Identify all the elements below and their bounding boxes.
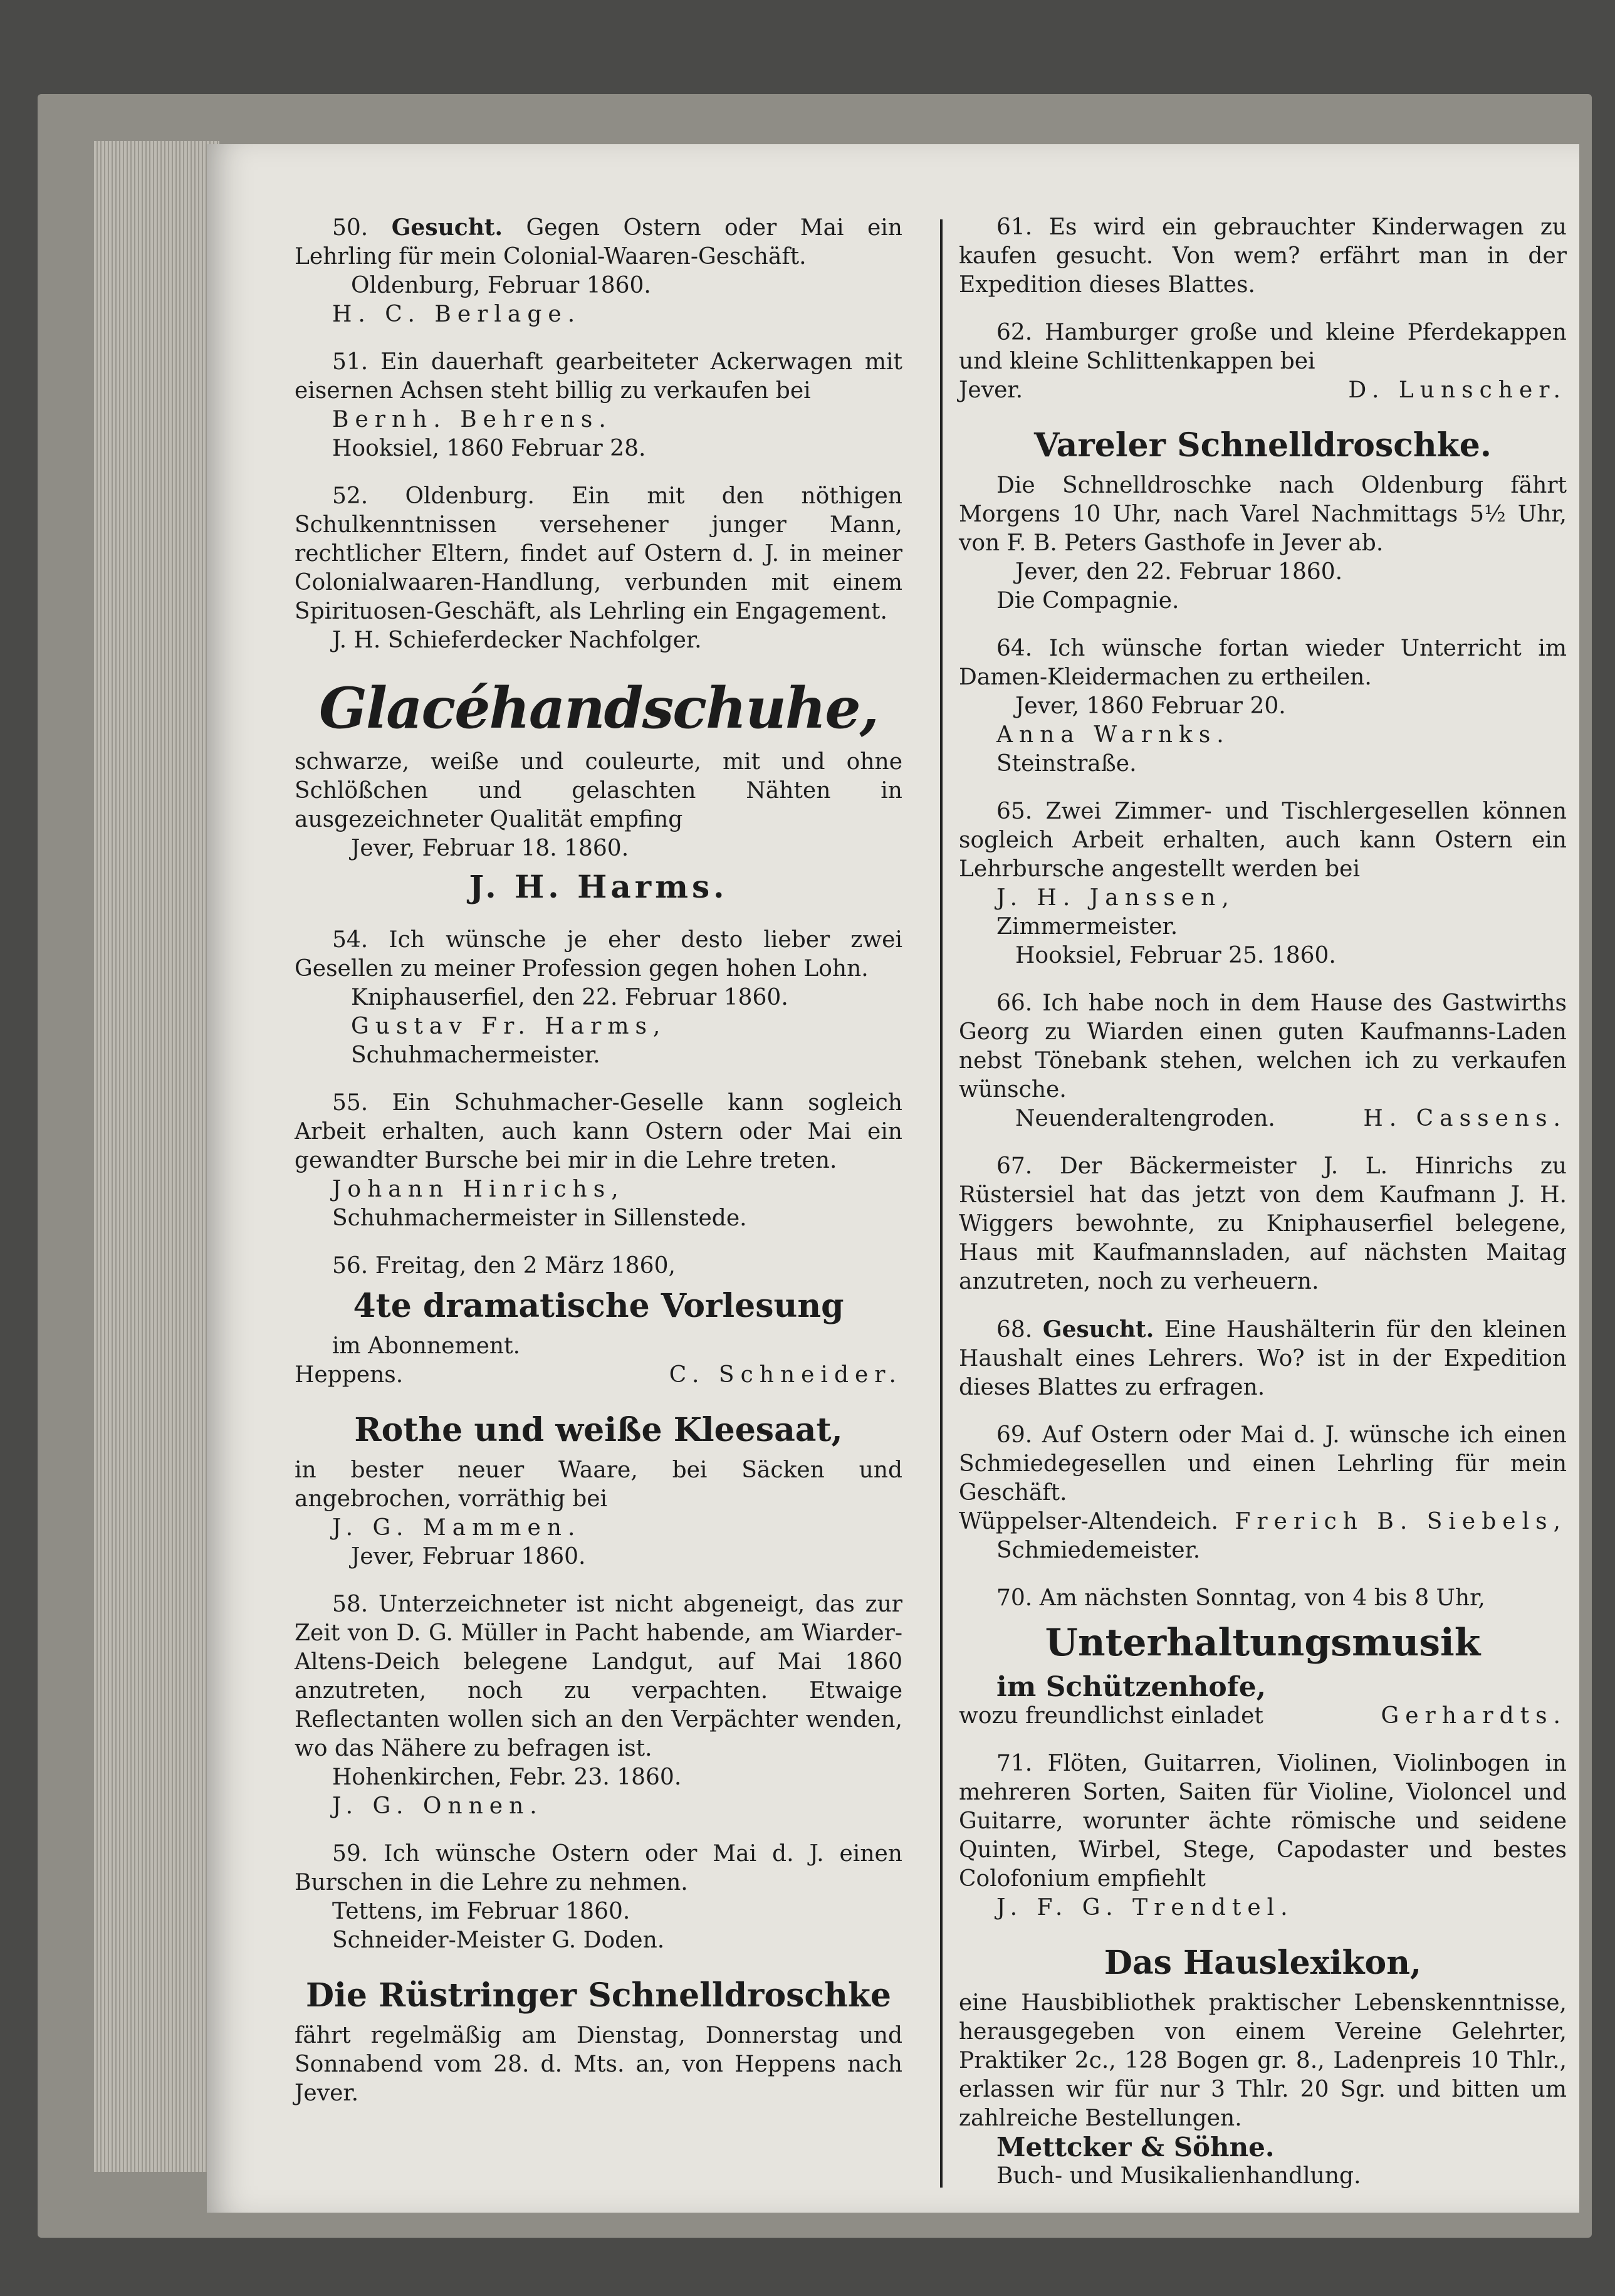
ad-text: Es wird ein gebrauchter Kinderwagen zu kaufen gesucht. Von wem? erfährt man in der Expedition dieses Blattes. (959, 214, 1567, 298)
ad-signature: H. Cassens. (1363, 1106, 1567, 1131)
left-column (295, 213, 902, 2127)
ad-signature: D. Lunscher. (1348, 377, 1567, 403)
ad-64 (959, 634, 1567, 778)
ad-57 (295, 1408, 902, 1571)
ad-70 (959, 1584, 1567, 1731)
ad-subtitle: im Abonnement. (332, 1333, 521, 1359)
ad-number: 62. (996, 320, 1033, 345)
ad-number: 52. (332, 483, 368, 509)
ad-signature: H. C. Berlage. (332, 301, 582, 327)
ad-text: Gegen Ostern oder Mai ein Lehrling für mein Colonial-Waaren-Geschäft. (295, 215, 902, 270)
ad-number: 64. (996, 636, 1033, 661)
ad-number: 71. (996, 1751, 1033, 1776)
ad-number: 56. (332, 1253, 368, 1279)
ad-signature: J. G. Mammen. (332, 1515, 582, 1541)
ad-signature: Bernh. Behrens. (332, 407, 612, 432)
ad-title: Unterhaltungsmusik (1045, 1621, 1481, 1665)
ad-place: Jever, Februar 1860. (351, 1544, 586, 1570)
ad-invitation: wozu freundlichst einladet (959, 1703, 1263, 1729)
ad-60 (295, 1974, 902, 2108)
ad-text: Ich wünsche Ostern oder Mai d. J. einen Burschen in die Lehre zu nehmen. (295, 1841, 902, 1895)
ad-title: Vareler Schnelldroschke. (1034, 426, 1492, 464)
ad-50 (295, 213, 902, 329)
ad-title: 4te dramatische Vorlesung (353, 1287, 844, 1325)
ad-title: Rothe und weiße Kleesaat, (354, 1411, 843, 1449)
ad-signature-title: Steinstraße. (996, 751, 1137, 777)
ad-66 (959, 989, 1567, 1133)
ad-71 (959, 1749, 1567, 1922)
ad-number: 67. (996, 1153, 1033, 1179)
ad-place: Oldenburg, Februar 1860. (351, 273, 651, 298)
ad-place: Jever, Februar 18. 1860. (351, 836, 629, 861)
ad-text: Ein dauerhaft gearbeiteter Ackerwagen mit eisernen Achsen steht billig zu verkaufen bei (295, 349, 902, 404)
ad-signature: J. H. Janssen, (996, 885, 1235, 911)
ad-place: Hooksiel, Februar 25. 1860. (1015, 943, 1336, 968)
ad-72 (959, 1941, 1567, 2191)
ad-65 (959, 797, 1567, 970)
ad-place: Wüppelser-Altendeich. (959, 1509, 1218, 1534)
ad-heading: Gesucht. (1042, 1316, 1154, 1343)
ad-signature-title: Schuhmachermeister in Sillenstede. (332, 1205, 747, 1231)
ad-signature-title: Schuhmachermeister. (351, 1042, 600, 1068)
ad-68 (959, 1315, 1567, 1402)
ad-place: Jever, 1860 Februar 20. (1015, 693, 1286, 719)
ad-title: Glacéhandschuhe, (319, 675, 878, 742)
ad-text: Oldenburg. Ein mit den nöthigen Schulkenntnissen versehener junger Mann, rechtlicher Eltern, findet auf Ostern d. J. in meiner Colonialwaaren-Handlung, verbunden mit einem Spirituosen-Geschäft, als Lehrling ein Engagement. (295, 483, 902, 624)
ad-place: Kniphauserfiel, den 22. Februar 1860. (351, 985, 788, 1010)
ad-52 (295, 482, 902, 655)
ad-heading: Gesucht. (391, 214, 503, 241)
ad-number: 70. (996, 1585, 1033, 1611)
ad-number: 51. (332, 349, 368, 375)
ad-signature: Johann Hinrichs, (332, 1177, 625, 1202)
ad-text: Freitag, den 2 März 1860, (375, 1253, 676, 1279)
ad-text: Hamburger große und kleine Pferdekappen und kleine Schlittenkappen bei (959, 320, 1567, 374)
ad-text: Ein Schuhmacher-Geselle kann sogleich Arbeit erhalten, auch kann Ostern oder Mai ein gewandter Bursche bei mir in die Lehre treten. (295, 1090, 902, 1173)
ad-signature: J. G. Onnen. (332, 1793, 543, 1819)
ad-number: 66. (996, 990, 1033, 1016)
ad-53 (295, 674, 902, 907)
ad-signature: Die Compagnie. (996, 588, 1179, 614)
ad-number: 68. (996, 1317, 1033, 1343)
ad-place: Jever. (959, 377, 1023, 403)
ad-62 (959, 318, 1567, 405)
ad-61 (959, 213, 1567, 300)
ad-text: Der Bäckermeister J. L. Hinrichs zu Rüstersiel hat das jetzt von dem Kaufmann J. H. Wiggers bewohnte, zu Kniphauserfiel belegene, Haus mit Kaufmannsladen, auf nächsten Maitag anzutreten, noch zu verheuern. (959, 1153, 1567, 1294)
ad-signature: J. H. Harms. (469, 868, 728, 905)
ad-place: Neuenderaltengroden. (1015, 1106, 1275, 1131)
ad-69 (959, 1421, 1567, 1565)
ad-text: fährt regelmäßig am Dienstag, Donnerstag und Sonnabend vom 28. d. Mts. an, von Heppens nach Jever. (295, 2023, 902, 2106)
ad-text: Flöten, Guitarren, Violinen, Violinbogen in mehreren Sorten, Saiten für Violine, Violoncel und Guitarre, worunter ächte römische und seidene Quinten, Wirbel, Stege, Capodaster und bestes Colofonium empfiehlt (959, 1751, 1567, 1892)
ad-text: schwarze, weiße und couleurte, mit und ohne Schlößchen und gelaschten Nähten in ausgezeichneter Qualität empfing (295, 749, 902, 832)
ad-59 (295, 1840, 902, 1955)
right-column (959, 213, 1567, 2210)
ad-51 (295, 348, 902, 463)
ad-text: Zwei Zimmer- und Tischlergesellen können sogleich Arbeit erhalten, auch kann Ostern ein Lehrbursche angestellt werden bei (959, 799, 1567, 882)
ad-58 (295, 1590, 902, 1821)
ad-signature: J. H. Schieferdecker Nachfolger. (332, 627, 702, 653)
ad-place: Heppens. (295, 1362, 404, 1388)
ad-number: 69. (996, 1422, 1033, 1448)
ad-text: Ich habe noch in dem Hause des Gastwirths Georg zu Wiarden einen guten Kaufmanns-Laden nebst Tönebank stehen, welchen ich zu verkaufen wünsche. (959, 990, 1567, 1103)
ad-place: Jever, den 22. Februar 1860. (1015, 559, 1343, 585)
ad-signature-title: Buch- und Musikalienhandlung. (996, 2163, 1361, 2189)
ad-subtitle: im Schützenhofe, (996, 1671, 1267, 1703)
ad-text: Die Schnelldroschke nach Oldenburg fährt Morgens 10 Uhr, nach Varel Nachmittags 5½ Uhr, von F. B. Peters Gasthofe in Jever ab. (959, 473, 1567, 556)
ad-text: Auf Ostern oder Mai d. J. wünsche ich einen Schmiedegesellen und einen Lehrling für mein Geschäft. (959, 1422, 1567, 1506)
ad-title: Das Hauslexikon, (1104, 1944, 1422, 1982)
ad-signature: C. Schneider. (669, 1362, 902, 1388)
ad-number: 54. (332, 927, 368, 953)
ad-54 (295, 926, 902, 1070)
ad-title: Die Rüstringer Schnelldroschke (306, 1976, 891, 2015)
page-edges (94, 141, 219, 2172)
ad-number: 55. (332, 1090, 368, 1116)
ad-text: Unterzeichneter ist nicht abgeneigt, das zur Zeit von D. G. Müller in Pacht habende, am Wiarder-Altens-Deich belegene Landgut, auf Mai 1860 anzutreten, noch zu verpachten. Etwaige Reflectanten wollen sich an den Verpächter wenden, wo das Nähere zu befragen ist. (295, 1591, 902, 1761)
ad-67 (959, 1152, 1567, 1296)
ad-number: 58. (332, 1591, 368, 1617)
ad-signature-title: Zimmermeister. (996, 914, 1178, 940)
ad-text: Am nächsten Sonntag, von 4 bis 8 Uhr, (1039, 1585, 1485, 1611)
ad-55 (295, 1089, 902, 1233)
ad-number: 59. (332, 1841, 368, 1867)
ad-place: Tettens, im Februar 1860. (332, 1899, 630, 1924)
column-divider (940, 219, 943, 2188)
ad-signature: Anna Warnks. (996, 722, 1230, 748)
ad-number: 61. (996, 214, 1033, 240)
ad-signature: Frerich B. Siebels, (1235, 1509, 1567, 1534)
ad-number: 50. (332, 215, 368, 241)
ad-text: Ich wünsche fortan wieder Unterricht im Damen-Kleidermachen zu ertheilen. (959, 636, 1567, 690)
ad-text: Eine Haushälterin für den kleinen Haushalt eines Lehrers. Wo? ist in der Expedition dieses Blattes zu erfragen. (959, 1317, 1567, 1400)
ad-text: in bester neuer Waare, bei Säcken und angebrochen, vorräthig bei (295, 1457, 902, 1512)
ad-signature: Schneider-Meister G. Doden. (332, 1927, 665, 1953)
ad-signature: Gerhardts. (1381, 1703, 1567, 1729)
ad-text: eine Hausbibliothek praktischer Lebenskenntnisse, herausgegeben von einem Vereine Gelehrter, Praktiker 2c., 128 Bogen gr. 8., Ladenpreis 10 Thlr., erlassen wir für nur 3 Thlr. 20 Sgr. und bitten um zahlreiche Bestellungen. (959, 1990, 1567, 2131)
ad-63 (959, 424, 1567, 616)
ad-number: 65. (996, 799, 1033, 824)
ad-signature: Mettcker & Söhne. (996, 2132, 1275, 2162)
ad-56 (295, 1252, 902, 1390)
ad-place: Hooksiel, 1860 Februar 28. (332, 436, 646, 461)
ad-signature-title: Schmiedemeister. (996, 1538, 1201, 1563)
ad-text: Ich wünsche je eher desto lieber zwei Gesellen zu meiner Profession gegen hohen Lohn. (295, 927, 902, 982)
ad-place: Hohenkirchen, Febr. 23. 1860. (332, 1764, 682, 1790)
ad-signature: J. F. G. Trendtel. (996, 1895, 1294, 1921)
ad-signature: Gustav Fr. Harms, (351, 1014, 667, 1039)
